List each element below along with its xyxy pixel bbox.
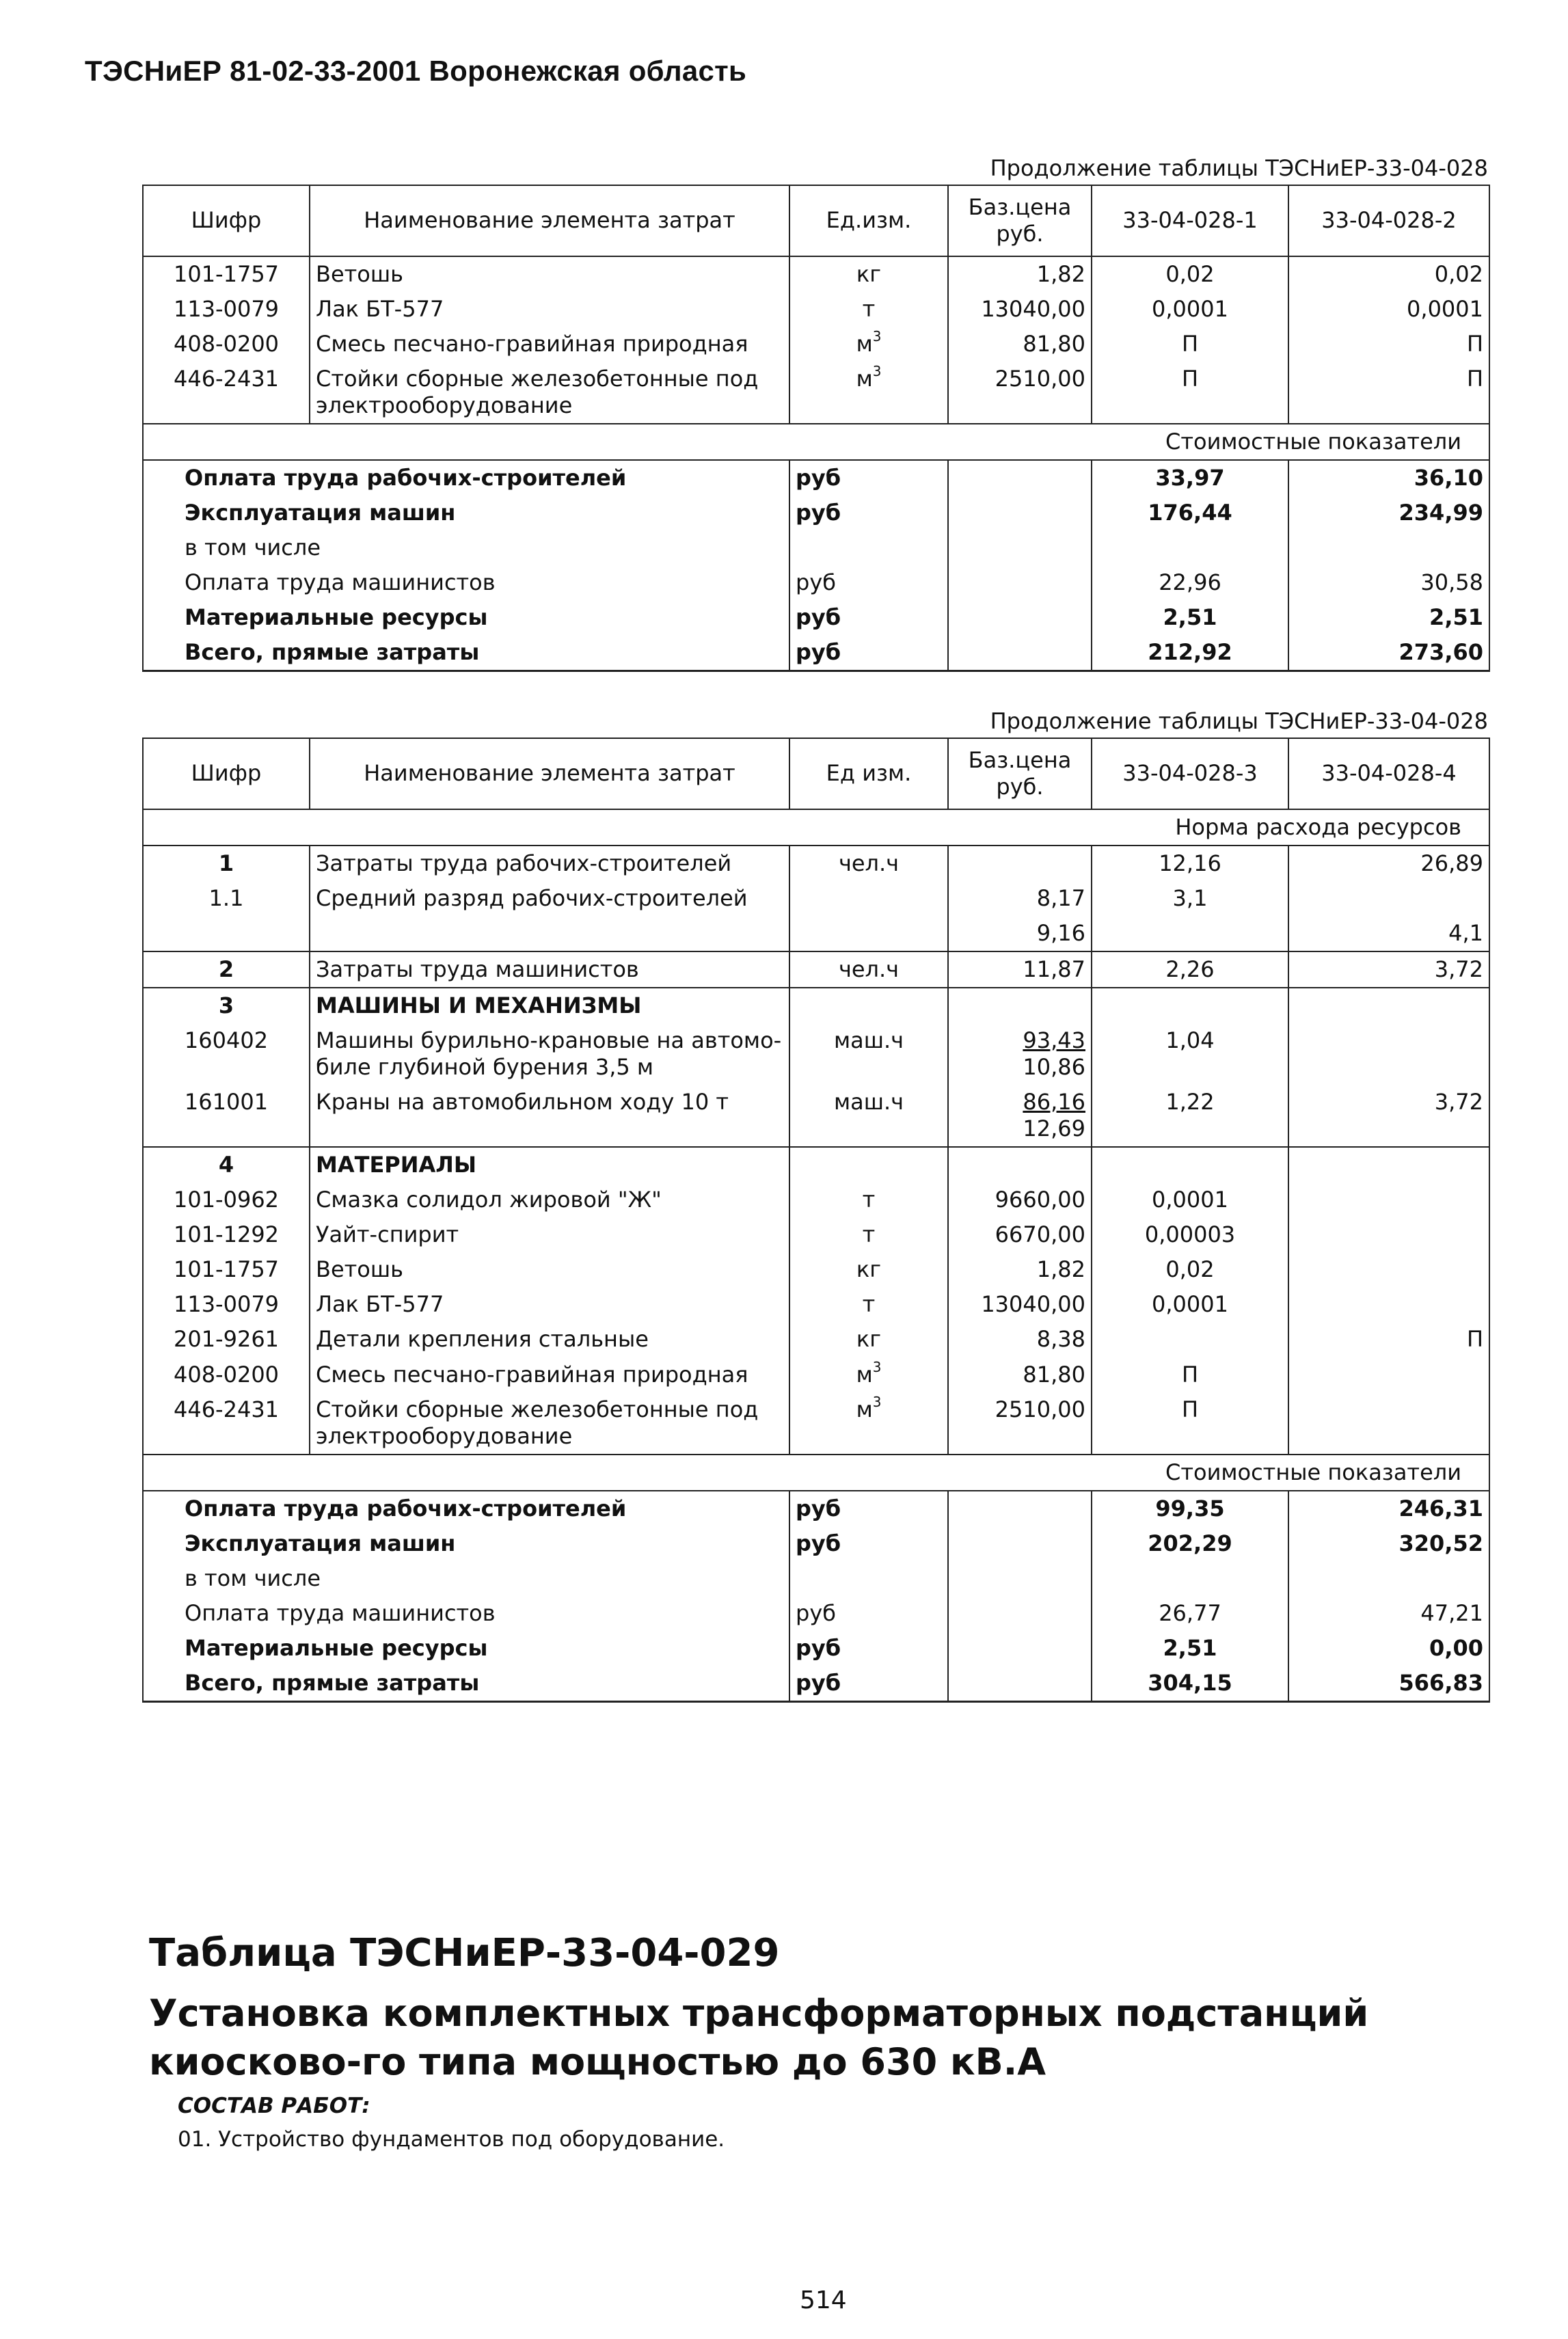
cost-label: в том числе <box>143 530 789 565</box>
cost-label: Материальные ресурсы <box>143 600 789 635</box>
cost-empty <box>948 530 1092 565</box>
cell-value-2 <box>1288 1392 1489 1455</box>
cell-value-1 <box>1092 1322 1288 1357</box>
cell-value-1: 12,16 <box>1092 846 1288 881</box>
cell-empty <box>789 1147 948 1182</box>
cost-empty <box>948 1596 1092 1631</box>
cell-code: 408-0200 <box>143 1357 310 1392</box>
price-line-1: 93,43 <box>1023 1027 1085 1054</box>
cell-value-2: 4,1 <box>1288 916 1489 951</box>
cell-price: 1,82 <box>948 1252 1092 1287</box>
table-row <box>143 881 1489 916</box>
cost-value-1: 2,51 <box>1092 600 1288 635</box>
cost-value-2 <box>1288 1561 1489 1596</box>
cost-label: Эксплуатация машин <box>143 1526 789 1561</box>
table-row <box>143 846 1489 881</box>
cell-price <box>948 846 1092 881</box>
cell-value-2: 3,72 <box>1288 951 1489 988</box>
section-heading-row <box>143 1147 1489 1182</box>
cost-value-1: 212,92 <box>1092 635 1288 671</box>
cell-name: Детали крепления стальные <box>310 1322 789 1357</box>
cost-value-1: 26,77 <box>1092 1596 1288 1631</box>
cost-label: Материальные ресурсы <box>143 1631 789 1666</box>
cell-code: 113-0079 <box>143 292 310 327</box>
table-row <box>143 327 1489 362</box>
section-number: 3 <box>143 988 310 1023</box>
table2-header-row <box>143 738 1489 809</box>
cell-value-1: 1,04 <box>1092 1023 1288 1085</box>
cell-value-2 <box>1288 1287 1489 1322</box>
section-heading: МАТЕРИАЛЫ <box>310 1147 789 1182</box>
cost-value-1: 33,97 <box>1092 460 1288 496</box>
table1 <box>142 185 1490 672</box>
col-header-unit: Ед.изм. <box>789 185 948 256</box>
cost-band-row <box>143 424 1489 460</box>
cell-code: 161001 <box>143 1085 310 1147</box>
cost-label: Всего, прямые затраты <box>143 635 789 671</box>
cell-unit: $м^3$ <box>789 1392 948 1455</box>
cell-code <box>143 916 310 951</box>
cell-name: Ветошь <box>310 1252 789 1287</box>
cell-value-2: 0,02 <box>1288 256 1489 292</box>
cell-code: 2 <box>143 951 310 988</box>
cell-unit: чел.ч <box>789 846 948 881</box>
cost-label: Оплата труда рабочих-строителей <box>143 1491 789 1526</box>
works-item: 01. Устройство фундаментов под оборудование. <box>178 2127 725 2152</box>
cost-empty <box>948 635 1092 671</box>
table2-caption: Продолжение таблицы ТЭСНиЕР-33-04-028 <box>990 708 1488 734</box>
cost-empty <box>948 496 1092 530</box>
cell-value-1: П <box>1092 327 1288 362</box>
table-row <box>143 256 1489 292</box>
cell-value-2 <box>1288 1023 1489 1085</box>
cost-value-2 <box>1288 530 1489 565</box>
page-number: 514 <box>800 2286 847 2314</box>
unit-superscript: 3 <box>872 363 882 380</box>
cell-value-2: П <box>1288 1322 1489 1357</box>
cell-name: Средний разряд рабочих-строителей <box>310 881 789 916</box>
cost-empty <box>948 600 1092 635</box>
table-row <box>143 362 1489 424</box>
cost-value-1: 22,96 <box>1092 565 1288 600</box>
cell-unit: маш.ч <box>789 1085 948 1147</box>
cost-band-label: Стоимостные показатели <box>143 1455 1489 1491</box>
table-row <box>143 916 1489 951</box>
col-header-variant-1: 33-04-028-1 <box>1092 185 1288 256</box>
table-row <box>143 1392 1489 1455</box>
table-row <box>143 1252 1489 1287</box>
cost-row <box>143 565 1489 600</box>
cell-code: 1.1 <box>143 881 310 916</box>
cost-unit: руб <box>789 1631 948 1666</box>
cell-code: 446-2431 <box>143 362 310 424</box>
cell-unit: чел.ч <box>789 951 948 988</box>
cost-value-2: 566,83 <box>1288 1666 1489 1702</box>
cell-value-2 <box>1288 1217 1489 1252</box>
works-heading: СОСТАВ РАБОТ: <box>178 2094 370 2118</box>
cell-value-1: 0,0001 <box>1092 292 1288 327</box>
cell-price: 9,16 <box>948 916 1092 951</box>
cost-label: Эксплуатация машин <box>143 496 789 530</box>
cell-code: 101-1292 <box>143 1217 310 1252</box>
section-subtitle: Установка комплектных трансформаторных подстанций киосково-го типа мощностью до 630 кВ.А <box>149 1992 1369 2084</box>
cell-value-2 <box>1288 881 1489 916</box>
table-row <box>143 1322 1489 1357</box>
cell-price: 8,17 <box>948 881 1092 916</box>
cost-value-2: 234,99 <box>1288 496 1489 530</box>
table-row <box>143 1023 1489 1085</box>
cell-unit: маш.ч <box>789 1023 948 1085</box>
price-line-2: 12,69 <box>1023 1116 1085 1142</box>
col-header-unit: Ед изм. <box>789 738 948 809</box>
cell-value-1: П <box>1092 1357 1288 1392</box>
cell-name: Машины бурильно-крановые на автомо-биле глубиной бурения 3,5 м <box>310 1023 789 1085</box>
cost-value-1: 176,44 <box>1092 496 1288 530</box>
table-row <box>143 1287 1489 1322</box>
section-heading-row <box>143 988 1489 1023</box>
cell-value-1: П <box>1092 362 1288 424</box>
cost-label: Оплата труда машинистов <box>143 565 789 600</box>
unit-text: $м^3$ <box>856 328 882 357</box>
cell-value-2: 3,72 <box>1288 1085 1489 1147</box>
section-number: 4 <box>143 1147 310 1182</box>
cell-price: 13040,00 <box>948 292 1092 327</box>
cell-name: Краны на автомобильном ходу 10 т <box>310 1085 789 1147</box>
cost-value-1 <box>1092 1561 1288 1596</box>
cost-label: Оплата труда машинистов <box>143 1596 789 1631</box>
table1-caption: Продолжение таблицы ТЭСНиЕР-33-04-028 <box>990 155 1488 181</box>
cell-value-2 <box>1288 1252 1489 1287</box>
cell-price <box>948 1023 1092 1085</box>
cost-label: в том числе <box>143 1561 789 1596</box>
cost-row <box>143 635 1489 671</box>
cell-empty <box>1092 988 1288 1023</box>
cost-value-2: 320,52 <box>1288 1526 1489 1561</box>
cell-unit: кг <box>789 1322 948 1357</box>
table1-header-row <box>143 185 1489 256</box>
cell-value-2: П <box>1288 327 1489 362</box>
cost-value-1: 202,29 <box>1092 1526 1288 1561</box>
section-heading: МАШИНЫ И МЕХАНИЗМЫ <box>310 988 789 1023</box>
cell-name: Стойки сборные железобетонные под электрооборудование <box>310 1392 789 1455</box>
cost-unit: руб <box>789 460 948 496</box>
cost-label: Всего, прямые затраты <box>143 1666 789 1702</box>
cell-name: Смесь песчано-гравийная природная <box>310 327 789 362</box>
running-title: ТЭСНиЕР 81-02-33-2001 Воронежская область <box>85 55 747 87</box>
cell-name: Лак БТ-577 <box>310 292 789 327</box>
section-title: Таблица ТЭСНиЕР-33-04-029 <box>149 1931 780 1975</box>
cell-price: 2510,00 <box>948 362 1092 424</box>
cell-empty <box>948 1147 1092 1182</box>
cell-value-1: 0,02 <box>1092 1252 1288 1287</box>
col-header-variant-2: 33-04-028-2 <box>1288 185 1489 256</box>
cost-row <box>143 1491 1489 1526</box>
cost-band-label: Стоимостные показатели <box>143 424 1489 460</box>
cell-value-2 <box>1288 1182 1489 1217</box>
unit-superscript: 3 <box>872 328 882 345</box>
cost-band-row <box>143 1455 1489 1491</box>
cell-value-1: 0,02 <box>1092 256 1288 292</box>
cost-value-2: 2,51 <box>1288 600 1489 635</box>
cell-price: 11,87 <box>948 951 1092 988</box>
cell-unit: т <box>789 1217 948 1252</box>
cost-unit <box>789 530 948 565</box>
col-header-name: Наименование элемента затрат <box>310 185 789 256</box>
cell-unit: $м^3$ <box>789 362 948 424</box>
cell-unit: кг <box>789 256 948 292</box>
cell-name: Смесь песчано-гравийная природная <box>310 1357 789 1392</box>
cell-value-1: 0,0001 <box>1092 1182 1288 1217</box>
cell-code: 101-1757 <box>143 256 310 292</box>
cell-name: Затраты труда машинистов <box>310 951 789 988</box>
cell-value-2 <box>1288 1357 1489 1392</box>
cost-row <box>143 530 1489 565</box>
table-row <box>143 1182 1489 1217</box>
cell-code: 101-1757 <box>143 1252 310 1287</box>
norm-band-label: Норма расхода ресурсов <box>143 809 1489 846</box>
cost-empty <box>948 460 1092 496</box>
unit-superscript: 3 <box>872 1393 882 1410</box>
cell-value-1: 0,0001 <box>1092 1287 1288 1322</box>
cell-value-1: П <box>1092 1392 1288 1455</box>
cell-empty <box>948 988 1092 1023</box>
cell-code: 113-0079 <box>143 1287 310 1322</box>
cost-empty <box>948 1526 1092 1561</box>
cost-value-1: 2,51 <box>1092 1631 1288 1666</box>
cost-unit: руб <box>789 565 948 600</box>
cost-row <box>143 1561 1489 1596</box>
cell-price: 9660,00 <box>948 1182 1092 1217</box>
cell-unit: т <box>789 292 948 327</box>
table2 <box>142 738 1490 1703</box>
col-header-code: Шифр <box>143 185 310 256</box>
cell-value-1: 3,1 <box>1092 881 1288 916</box>
cost-unit: руб <box>789 1666 948 1702</box>
table-row <box>143 1217 1489 1252</box>
cell-name: Стойки сборные железобетонные под электрооборудование <box>310 362 789 424</box>
cost-label: Оплата труда рабочих-строителей <box>143 460 789 496</box>
cell-value-2: 0,0001 <box>1288 292 1489 327</box>
cost-value-1: 99,35 <box>1092 1491 1288 1526</box>
cell-value-1: 0,00003 <box>1092 1217 1288 1252</box>
cell-code: 408-0200 <box>143 327 310 362</box>
col-header-base-price: Баз.цена руб. <box>948 185 1092 256</box>
cost-unit: руб <box>789 635 948 671</box>
cost-unit: руб <box>789 1491 948 1526</box>
cell-value-1: 2,26 <box>1092 951 1288 988</box>
col-header-code: Шифр <box>143 738 310 809</box>
cell-name: Затраты труда рабочих-строителей <box>310 846 789 881</box>
col-header-name: Наименование элемента затрат <box>310 738 789 809</box>
table-row <box>143 292 1489 327</box>
unit-superscript: 3 <box>872 1358 882 1375</box>
cost-row <box>143 600 1489 635</box>
cell-price: 13040,00 <box>948 1287 1092 1322</box>
cell-unit: т <box>789 1287 948 1322</box>
cell-unit: $м^3$ <box>789 1357 948 1392</box>
cost-value-2: 30,58 <box>1288 565 1489 600</box>
price-line-1: 86,16 <box>1023 1089 1085 1116</box>
cost-value-2: 273,60 <box>1288 635 1489 671</box>
cost-row <box>143 496 1489 530</box>
cost-row <box>143 1526 1489 1561</box>
cell-value-2: П <box>1288 362 1489 424</box>
cost-unit <box>789 1561 948 1596</box>
cost-value-2: 36,10 <box>1288 460 1489 496</box>
cost-value-2: 47,21 <box>1288 1596 1489 1631</box>
cell-unit <box>789 916 948 951</box>
cell-unit <box>789 327 948 362</box>
cell-price: 2510,00 <box>948 1392 1092 1455</box>
cell-price: 1,82 <box>948 256 1092 292</box>
cost-row <box>143 460 1489 496</box>
cell-code: 101-0962 <box>143 1182 310 1217</box>
cell-value-1: 1,22 <box>1092 1085 1288 1147</box>
table-row <box>143 1085 1489 1147</box>
price-line-2: 10,86 <box>1023 1054 1085 1081</box>
cell-name <box>310 916 789 951</box>
cell-price: 81,80 <box>948 1357 1092 1392</box>
cell-name: Лак БТ-577 <box>310 1287 789 1322</box>
cell-value-1 <box>1092 916 1288 951</box>
cost-row <box>143 1631 1489 1666</box>
col-header-variant-3: 33-04-028-3 <box>1092 738 1288 809</box>
cell-unit: кг <box>789 1252 948 1287</box>
cost-empty <box>948 1666 1092 1702</box>
cell-code: 1 <box>143 846 310 881</box>
cell-code: 201-9261 <box>143 1322 310 1357</box>
cell-empty <box>1288 988 1489 1023</box>
cell-empty <box>1092 1147 1288 1182</box>
cost-row <box>143 1596 1489 1631</box>
cell-name: Уайт-спирит <box>310 1217 789 1252</box>
cell-code: 160402 <box>143 1023 310 1085</box>
cell-price: 6670,00 <box>948 1217 1092 1252</box>
cost-row <box>143 1666 1489 1702</box>
cell-code: 446-2431 <box>143 1392 310 1455</box>
cost-empty <box>948 565 1092 600</box>
cell-unit: т <box>789 1182 948 1217</box>
cell-name: Смазка солидол жировой "Ж" <box>310 1182 789 1217</box>
cost-unit: руб <box>789 496 948 530</box>
cell-price <box>948 1085 1092 1147</box>
cell-empty <box>1288 1147 1489 1182</box>
cell-unit <box>789 881 948 916</box>
cell-name: Ветошь <box>310 256 789 292</box>
cost-empty <box>948 1631 1092 1666</box>
cell-price: 81,80 <box>948 327 1092 362</box>
cost-empty <box>948 1491 1092 1526</box>
cost-unit: руб <box>789 1526 948 1561</box>
cost-empty <box>948 1561 1092 1596</box>
col-header-variant-4: 33-04-028-4 <box>1288 738 1489 809</box>
cost-value-1: 304,15 <box>1092 1666 1288 1702</box>
cell-value-2: 26,89 <box>1288 846 1489 881</box>
cell-price: 8,38 <box>948 1322 1092 1357</box>
cost-unit: руб <box>789 600 948 635</box>
col-header-base-price: Баз.цена руб. <box>948 738 1092 809</box>
cell-empty <box>789 988 948 1023</box>
cost-unit: руб <box>789 1596 948 1631</box>
cost-value-1 <box>1092 530 1288 565</box>
cost-value-2: 0,00 <box>1288 1631 1489 1666</box>
table-row <box>143 951 1489 988</box>
norm-band-row <box>143 809 1489 846</box>
cost-value-2: 246,31 <box>1288 1491 1489 1526</box>
table-row <box>143 1357 1489 1392</box>
